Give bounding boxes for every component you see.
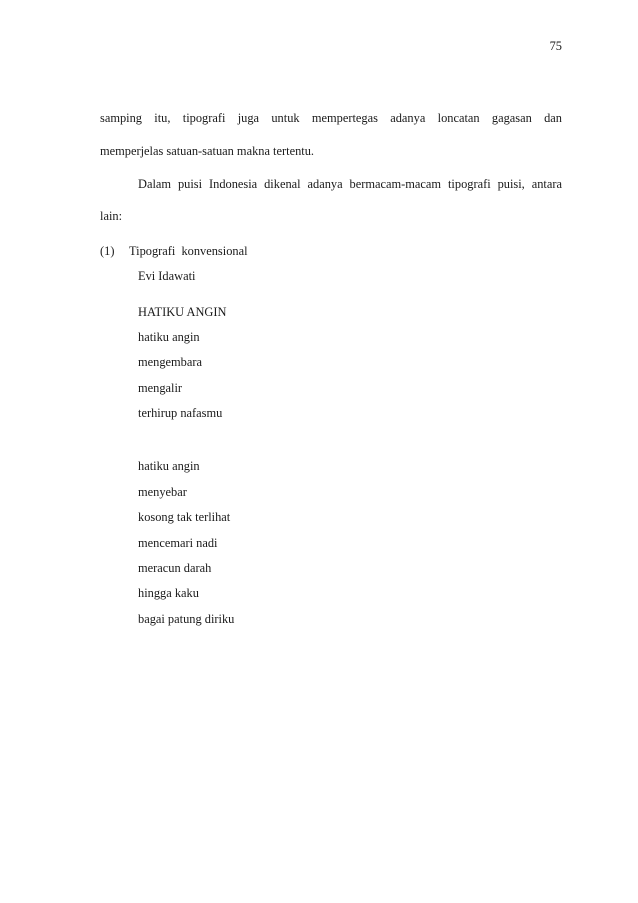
poem-line: menyebar [138, 485, 187, 499]
poem-line: terhirup nafasmu [138, 406, 223, 420]
poem-line: hatiku angin [138, 459, 200, 473]
poem-line: mencemari nadi [138, 536, 218, 550]
poem-author: Evi Idawati [138, 269, 196, 283]
poem-line: bagai patung diriku [138, 612, 235, 626]
paragraph-2-line-2: lain: [100, 209, 123, 223]
paragraph-1-line-1: samping itu, tipografi juga untuk mempertegas adanya loncatan gagasan dan [100, 111, 562, 125]
poem-line: hingga kaku [138, 586, 199, 600]
poem-line: mengembara [138, 355, 202, 369]
paragraph-1-line-2: memperjelas satuan-satuan makna tertentu. [100, 144, 314, 158]
poem-title: HATIKU ANGIN [138, 305, 227, 319]
poem-line: mengalir [138, 381, 183, 395]
list-marker: (1) [100, 244, 115, 258]
poem-line: meracun darah [138, 561, 212, 575]
poem-line: kosong tak terlihat [138, 510, 231, 524]
page-number: 75 [549, 39, 562, 53]
list-item-title: Tipografi konvensional [129, 244, 248, 258]
poem-line: hatiku angin [138, 330, 200, 344]
paragraph-2-line-1: Dalam puisi Indonesia dikenal adanya bermacam-macam tipografi puisi, antara [138, 177, 562, 191]
